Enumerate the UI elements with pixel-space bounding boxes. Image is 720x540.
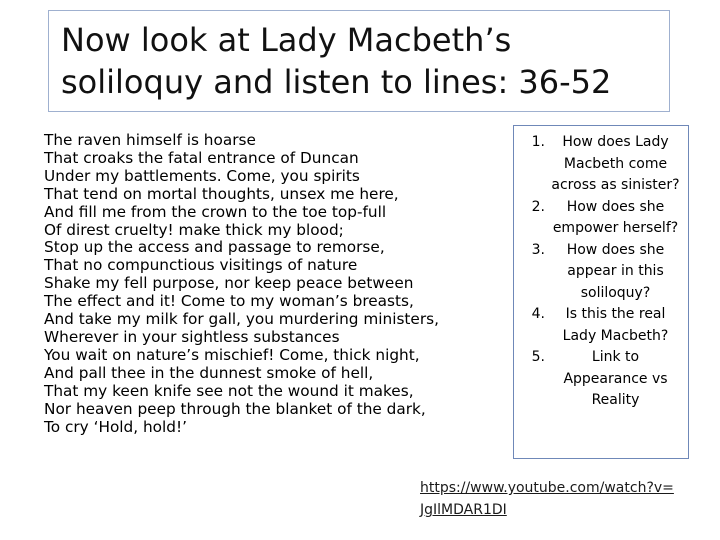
youtube-link[interactable] <box>420 477 705 521</box>
question-item <box>514 304 682 347</box>
question-number: 4. <box>531 306 545 322</box>
poem-line: And pall thee in the dunnest smoke of hell, <box>44 363 374 382</box>
poem-line: That tend on mortal thoughts, unsex me here, <box>44 184 399 203</box>
question-text: How does she appear in this soliloquy? <box>566 241 665 301</box>
question-number: 1. <box>531 134 545 150</box>
poem-line: Of direst cruelty! make thick my blood; <box>44 220 344 239</box>
questions-box <box>513 125 689 459</box>
poem-line: And fill me from the crown to the toe top-full <box>44 202 387 221</box>
slide-title <box>48 10 670 112</box>
question-number: 5. <box>531 349 545 365</box>
poem-line: To cry ‘Hold, hold!’ <box>44 417 187 436</box>
question-item <box>514 347 682 412</box>
poem-line: Wherever in your sightless substances <box>44 327 340 346</box>
question-item <box>514 132 682 197</box>
title-line-2: soliloquy and listen to lines: 36-52 <box>61 63 612 101</box>
poem-line: Nor heaven peep through the blanket of the dark, <box>44 399 426 418</box>
question-text: Link to Appearance vs Reality <box>563 349 668 408</box>
poem-line: That croaks the fatal entrance of Duncan <box>44 148 359 167</box>
poem-line: Stop up the access and passage to remorse, <box>44 238 385 257</box>
youtube-link-line-1[interactable]: https://www.youtube.com/watch?v= <box>420 480 674 496</box>
question-number: 3. <box>531 241 545 258</box>
title-line-1: Now look at Lady Macbeth’s <box>61 21 512 59</box>
question-list <box>514 132 682 412</box>
poem-line: The effect and it! Come to my woman’s breasts, <box>44 292 414 311</box>
poem-line: The raven himself is hoarse <box>44 131 256 149</box>
poem-line: Shake my fell purpose, nor keep peace between <box>44 274 414 293</box>
question-item <box>514 240 682 305</box>
soliloquy-text <box>44 132 484 436</box>
poem-line: That no compunctious visitings of nature <box>44 256 358 275</box>
question-text: Is this the real Lady Macbeth? <box>562 306 669 344</box>
youtube-link-line-2[interactable]: JgIlMDAR1DI <box>420 502 507 518</box>
poem-line: And take my milk for gall, you murdering ministers, <box>44 310 439 329</box>
poem-line: You wait on nature’s mischief! Come, thick night, <box>44 345 420 364</box>
poem-line: Under my battlements. Come, you spirits <box>44 166 360 185</box>
question-text: How does Lady Macbeth come across as sinister? <box>551 134 680 193</box>
question-item <box>514 197 682 240</box>
question-text: How does she empower herself? <box>552 198 679 236</box>
question-number: 2. <box>531 198 545 215</box>
poem-line: That my keen knife see not the wound it makes, <box>44 381 414 400</box>
